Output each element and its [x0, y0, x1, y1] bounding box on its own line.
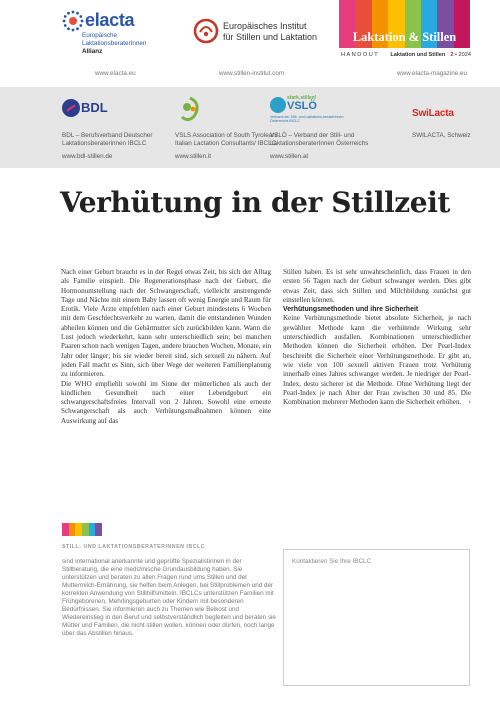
vslo-logo — [270, 95, 370, 125]
eisl-logo[interactable] — [193, 18, 343, 52]
contact-ibclc-box[interactable] — [283, 549, 470, 686]
eisl-name — [223, 21, 341, 43]
partner-description: SWILACTA, Schweiz — [412, 132, 471, 139]
eisl-url[interactable]: www.stillen-institut.com — [219, 70, 285, 77]
partner-description: VSLÖ – Verband der Still- und LaktationsberaterInnen Österreichs — [270, 132, 369, 147]
partner-url[interactable]: www.stillen.at — [270, 153, 309, 160]
issue-year: 2024 — [458, 52, 471, 58]
article-title: Verhütung in der Stillzeit — [60, 186, 450, 219]
header-urls — [0, 70, 500, 80]
elacta-subtitle-line2: LaktationsberaterInnen — [82, 40, 147, 47]
article-paragraph: Stillen haben. Es ist sehr unwahrscheinlich, dass Frauen in den ersten 56 Tagen nach der Geburt schwanger werden. Dies gibt etwas Zeit, dass sich Stillen und Milchbildung zunächst gut einstellen können. — [283, 268, 471, 304]
article-paragraph: Nach einer Geburt braucht es in der Regel etwas Zeit, bis sich der Alltag als Familie einspielt. Die Regenerationsphase nach der Geburt, die Hormonumstellung nach der Schwangerschaft, vielleicht anstrengende Tage und Nächte mit einem Baby lassen oft wenig Energie und Raum für Erotik. Viele Ärzte empfehlen nach einer Geburt mindestens 6 Wochen mit dem Geschlechtsverkehr zu warten, damit die entstandenen Wunden abheilen können und die Gebärmutter sich zurückbilden kann. Wann die Lust jedoch wiederkehrt, kann sehr unterschiedlich sein; bei manchen Paaren schon nach wenigen Tagen, andere brauchen Wochen, Monate, ein Jahr oder länger; bis sie wieder bereit sind, sich sexuell zu nähern. Auf jeden Fall macht es Sinn, sich über Wege der weiteren Familienplanung zu informieren. — [61, 268, 271, 379]
elacta-name: elacta — [85, 10, 135, 30]
bdl-logo-text: BDL — [81, 100, 108, 115]
eu-stars-icon — [62, 10, 84, 32]
magazine-subline — [341, 52, 471, 58]
magazine-url[interactable]: www.elacta-magazine.eu — [397, 70, 468, 77]
publication-name: Laktation und Stillen — [390, 52, 446, 58]
elacta-url[interactable]: www.elacta.eu — [95, 70, 136, 77]
vslo-logo-subtext: Verband der Still- und Laktations-beraterInnen Österreichs IBCLC — [270, 115, 344, 123]
color-stripe-5 — [95, 523, 102, 536]
page-header — [0, 0, 500, 80]
vslo-logo-text: VSLÖ — [287, 100, 317, 112]
partner-vsls[interactable] — [175, 87, 283, 168]
contact-ibclc-label: Kontaktieren Sie Ihre IBCLC — [292, 558, 372, 565]
elacta-subtitle-line3: Allianz — [82, 48, 103, 55]
partner-url[interactable]: www.stillen.it — [175, 153, 212, 160]
ibclc-color-stripe — [62, 523, 102, 536]
article-paragraph — [283, 314, 471, 407]
partner-url[interactable]: www.bdl-stillen.de — [62, 153, 113, 160]
ibclc-heading: STILL- UND LAKTATIONSBERATERINNEN IBCLC — [62, 544, 206, 550]
vsls-emblem-icon — [175, 95, 205, 125]
vslo-emblem-icon — [270, 97, 286, 113]
article-paragraph-text: Keine Verhütungsmethode bietet absolute Sicherheit, je nach gewählter Methode kann die verhütende Wirkung sehr unterschiedlich ausfallen. Kombinationen unterschiedlicher Methoden können die Sicherheit erhöhen. Der Pearl-Index beschreibt die Sicherheit einer Verhütungsmethode. Er gibt an, wie viele von 100 sexuell aktiven Frauen trotz Verhütung innerhalb eines Jahres schwanger werden. Je niedriger der Pearl-Index, desto sicherer ist die Methode. Ohne Verhütung liegt der Pearl-Index je nach Alter der Frau zwischen 30 und 85. Die Kombination mehrerer Methoden kann die Sicherheit erhöhen. — [283, 314, 471, 407]
elacta-subtitle-line1: Europäische — [82, 32, 118, 39]
partner-swilacta[interactable] — [412, 87, 500, 168]
eisl-emblem-icon — [193, 18, 219, 44]
ibclc-description: sind international anerkannte und geprüfte Spezialistinnen in der Stillberatung, die eine medizinische Grundausbildung haben. Sie unterstützen und beraten zu allen Fragen rund ums Stillen und der Muttermilch-Ernährung, sie helfen beim Anlegen, bei Stillproblemen und der korrekten Anwendung von Stillhilfsmitteln. IBCLCs unterstützen Familien mit Frühgeborenen, Mehrlingsgeburten oder Kindern mit besonderen Bedürfnissen. Sie informieren auch zu Themen wie Beikost und Wiedereinstieg in den Beruf und selbstverständlich begleiten und beraten sie Mütter und Familien, die nicht stillen wollen, können oder dürfen, noch lange über das Abstillen hinaus. — [62, 558, 276, 637]
issue-number: 2 — [450, 52, 454, 58]
article-column-left — [61, 268, 271, 426]
article-column-right — [283, 268, 471, 407]
partner-description: VSLS Association of South Tyrolean/ Italian Lactation Consultants/ IBCLC — [175, 132, 278, 147]
issue-label: 2 • 2024 — [450, 52, 471, 58]
eisl-name-line1: Europäisches Institut — [223, 21, 307, 31]
partner-strip — [0, 87, 500, 168]
swilacta-logo — [412, 95, 500, 125]
magazine-title: Laktation & Stillen — [352, 30, 457, 44]
swilacta-logo-text: SwiLacta — [412, 108, 454, 119]
color-stripe-0 — [62, 523, 69, 536]
article-subheading: Verhütungsmethoden und ihre Sicherheit — [283, 306, 419, 314]
partner-vslo[interactable] — [270, 87, 378, 168]
color-stripe-4 — [89, 523, 96, 536]
color-stripe-2 — [75, 523, 82, 536]
eisl-name-line2: für Stillen und Laktation — [223, 32, 318, 42]
elacta-logo[interactable] — [62, 8, 182, 68]
partner-bdl[interactable] — [62, 87, 170, 168]
vsls-logo — [175, 95, 275, 125]
handout-label: HANDOUT — [341, 52, 380, 58]
color-stripe-3 — [82, 523, 89, 536]
color-stripe-1 — [69, 523, 76, 536]
vslo-tagline: stark.stillen! — [287, 95, 317, 101]
magazine-masthead — [339, 0, 470, 64]
bdl-logo — [62, 95, 162, 125]
article-paragraph: Die WHO empfiehlt sowohl im Sinne der mütterlichen als auch der kindlichen Gesundheit nach einer Lebendgeburt ein schwangerschaftsfreies Intervall von 2 Jahren. Sowohl eine erneute Schwangerschaft als auch Verhütungsmaßnahmen können eine Auswirkung auf das — [61, 379, 271, 425]
partner-description: BDL – Berufsverband Deutscher Laktationsberaterinnen IBCLC — [62, 132, 153, 147]
bdl-emblem-icon — [62, 99, 80, 117]
continue-arrow-icon[interactable]: › — [468, 398, 471, 407]
elacta-subtitle — [82, 32, 182, 56]
